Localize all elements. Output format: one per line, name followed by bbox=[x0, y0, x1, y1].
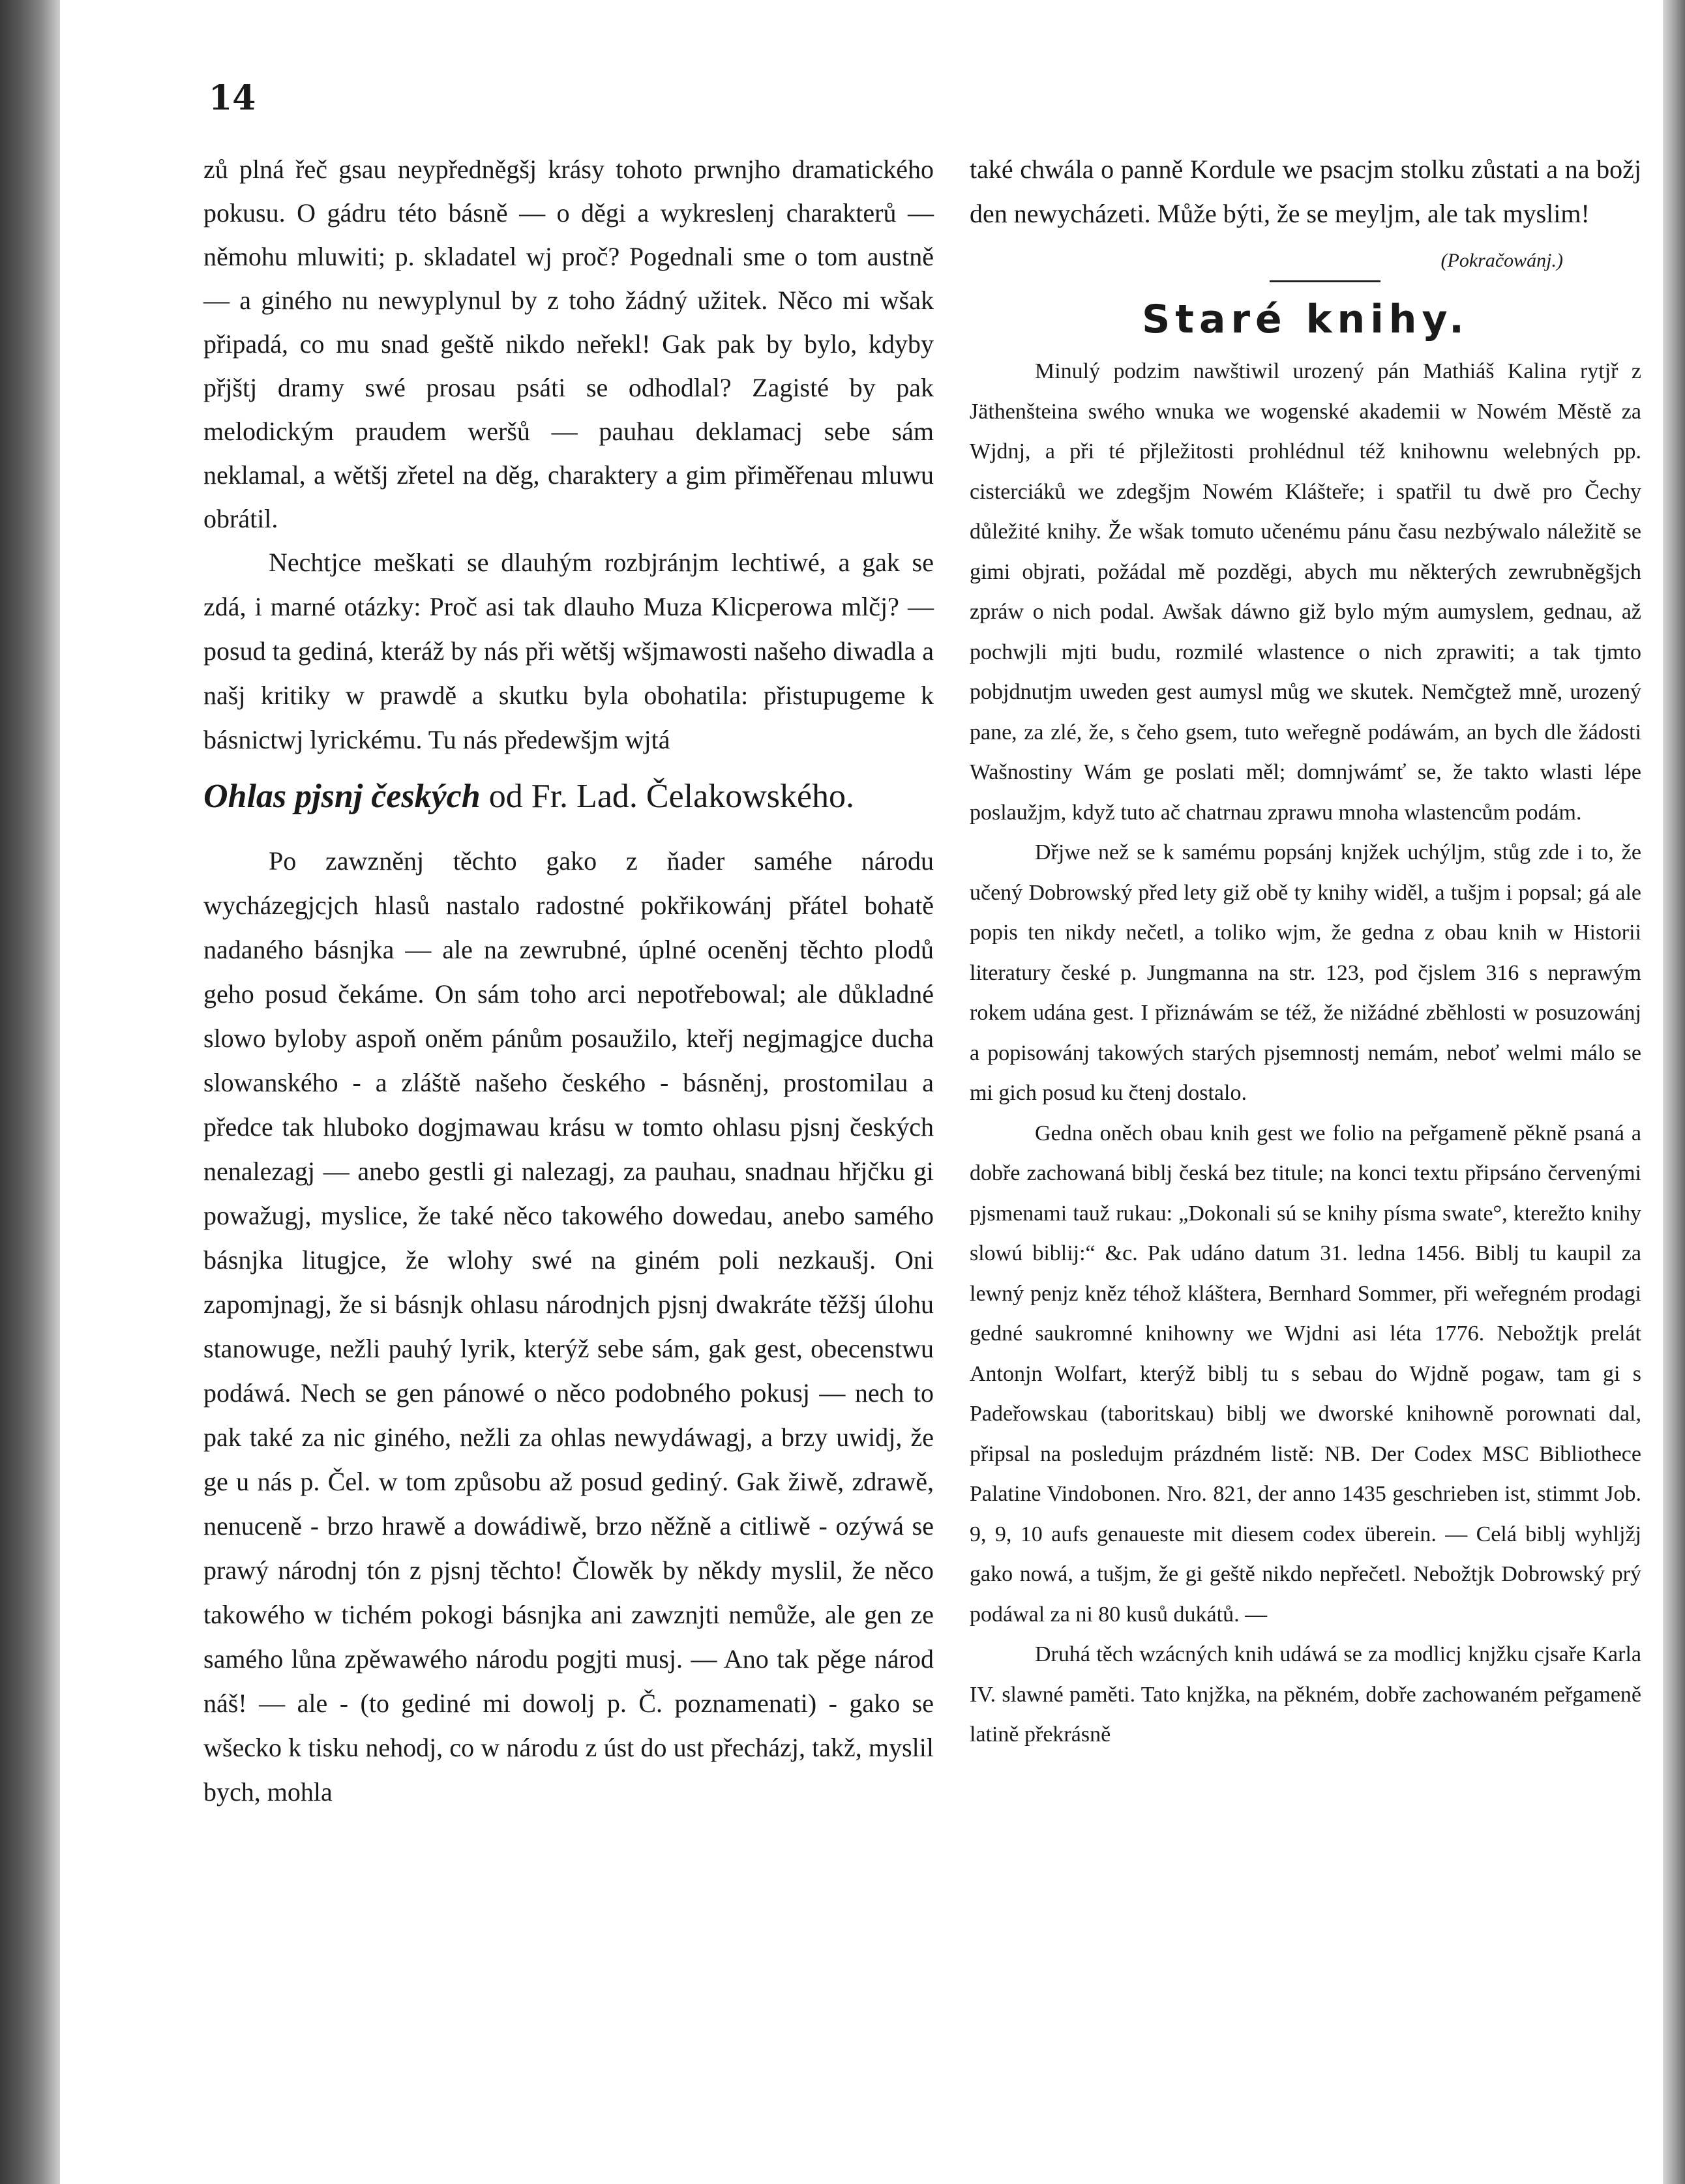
right-top-paragraph: také chwála o panně Kordule we psacjm stolku zůstati a na božj den newycházeti. Může býti, že se meyljm, ale tak myslim! bbox=[970, 155, 1641, 228]
continuation-note: (Pokračowánj.) bbox=[1440, 250, 1563, 271]
page-number: 14 bbox=[209, 78, 256, 118]
left-paragraph-3: Po zawzněnj těchto gako z ňader saméhe národu wycházegjcjch hlasů nastalo radostné pokřikowánj přátel bohatě nadaného básnjka — ale na zewrubné, úplné oceněnj těchto plodů geho posud čekáme. On sám toho arci nepotřebowal; ale důkladné slowo byloby aspoň oněm pánům posaužilo, kteřj negjmagjce ducha slowanského - a zláště našeho českého - básněnj, prostomilau a předce tak hluboko dogjmawau krásu w tomto ohlasu pjsnj českých nenalezagj — anebo gestli gi nalezagj, za pauhau, snadnau hřjčku gi powažugj, myslice, že také něco takowého dowedau, anebo samého básnjka litugjce, že wlohy swé na giném poli nezkaušj. Oni zapomjnagj, že si básnjk ohlasu národnjch pjsnj dwakráte těžšj úlohu stanowuge, nežli pauhý lyrik, kterýž sebe sám, gak gest, obecenstwu podáwá. Nech se gen pánowé o něco podobného pokusj — nech to pak také za nic giného, nežli za ohlas newydáwagj, a brzy uwidj, že ge u nás p. Čel. w tom způsobu až posud gediný. Gak žiwě, zdrawě, nenuceně - brzo hrawě a dowádiwě, brzo něžně a citliwě - ozýwá se prawý národnj tón z pjsnj těchto! Člowěk by někdy myslil, že něco takowého w tichém pokogi básnjka ani zawznjti nemůže, ale gen ze samého lůna zpěwawého národu pogjti musj. — Ano tak pěge národ náš! — ale - (to gediné mi dowolj p. Č. poznamenati) - gako se wšecko k tisku nehodj, co w národu z úst do ust přecházj, takž, myslil bych, mohla bbox=[203, 846, 934, 1807]
right-paragraph-3: Gedna oněch obau knih gest we folio na peřgameně pěkně psaná a dobře zachowaná biblj česká bez titule; na konci textu připsáno červenými pjsmenami tauž rukau: „Dokonali sú se knihy písma swate°, kterežto knihy slowú biblij:“ &c. Pak udáno datum 31. ledna 1456. Biblj tu kaupil za lewný penjz kněz téhož kláštera, Bernhard Sommer, při weřegném prodagi gedné saukromné knihowny we Wjdni asi léta 1776. Nebožtjk prelát Antonjn Wolfart, kterýž biblj tu s sebau do Wjdně pogaw, tam gi s Padeřowskau (taboritskau) biblj we dworské knihowně porownati dal, připsal na posledujm prázdném listě: NB. Der Codex MSC Bibliothece Palatine Vindobonen. Nro. 821, der anno 1435 geschrieben ist, stimmt Job. 9, 9, 10 aufs genaueste mit diesem codex überein. — Celá biblj wyhljžj gako nowá, a tušjm, že gi geště nikdo nepřečetl. Nebožtjk Dobrowský prý podáwal za ni 80 kusů dukátů. — bbox=[970, 1121, 1641, 1627]
right-column bbox=[970, 147, 1641, 1755]
scan-edge-left bbox=[0, 0, 60, 2184]
right-paragraph-1: Minulý podzim nawštiwil urozený pán Mathiáš Kalina rytjř z Jäthenšteina swého wnuka we wogenské akademii w Nowém Městě za Wjdnj, a při té přjležitosti prohlédnul též knihownu welebných pp. cisterciáků we zdegšjm Nowém Klášteře; i spatřil tu dwě pro Čechy důležité knihy. Že wšak tomuto učenému pánu času nezbýwalo náležitě se gimi objrati, požádal mě pozděgi, abych mu některých zewrubněgšjch zpráw o nich podal. Awšak dáwno giž bylo mým aumyslem, gednau, až pochwjli mjti budu, rozmilé wlastence o nich zprawiti; a tak tjmto pobjdnutjm uweden gest aumysl můg we skutek. Nemčgtež mně, urozený pane, za zlé, že, s čeho gsem, tuto weřegně podáwám, an bych dle žádosti Wašnostiny Wám ge poslati měl; domnjwámť se, že takto wlasti lépe poslaužjm, když tuto ač chatrnau zprawu mnoha wlastencům podám. bbox=[970, 359, 1641, 825]
scan-edge-right bbox=[1663, 0, 1685, 2184]
work-title-author: od Fr. Lad. Čelakowského. bbox=[480, 778, 855, 815]
document-page bbox=[60, 0, 1663, 2184]
work-title bbox=[203, 776, 934, 817]
work-title-bold: Ohlas pjsnj českých bbox=[203, 778, 481, 815]
left-column bbox=[203, 147, 934, 1814]
right-paragraph-2: Dřjwe než se k samému popsánj knjžek uchýljm, stůg zde i to, že učený Dobrowský před lety giž obě ty knihy widěl, a tušjm i popsal; gá ale popis ten nikdy nečetl, a toliko wjm, že gedna z obau knih w Historii literatury české p. Jungmanna na str. 123, pod čjslem 316 s neprawým rokem udána gest. I přiznáwám se též, že nižádné zběhlosti w posuzowánj a popisowánj takowých starých pjsemnostj nemám, neboť welmi málo se mi gich posud ku čtenj dostalo. bbox=[970, 840, 1641, 1105]
section-heading: Staré knihy. bbox=[1142, 297, 1469, 342]
right-paragraph-4: Druhá těch wzácných knih udáwá se za modlicj knjžku cjsaře Karla IV. slawné paměti. Tato knjžka, na pěkném, dobře zachowaném peřgameně latině překrásně bbox=[970, 1642, 1641, 1747]
section-divider bbox=[1270, 280, 1380, 282]
left-paragraph-1: zů plná řeč gsau neypředněgšj krásy tohoto prwnjho dramatického pokusu. O gádru této básně — o děgi a wykreslenj charakterů — němohu mluwiti; p. skladatel wj proč? Pogednali sme o tom austně — a giného nu newyplynul by z toho žádný užitek. Něco mi wšak připadá, co mu snad geště nikdo neřekl! Gak pak by bylo, kdyby přjštj dramy swé prosau psáti se odhodlal? Zagisté by pak melodickým praudem weršů — pauhau deklamacj sebe sám neklamal, a wětšj zřetel na děg, charaktery a gim přiměřenau mluwu obrátil. bbox=[203, 155, 934, 533]
left-paragraph-2: Nechtjce meškati se dlauhým rozbjránjm lechtiwé, a gak se zdá, i marné otázky: Proč asi tak dlauho Muza Klicperowa mlčj? — posud ta gediná, kteráž by nás při wětšj wšjmawosti našeho diwadla a našj kritiky w prawdě a skutku byla obohatila: přistupugeme k básnictwj lyrickému. Tu nás předewšjm wjtá bbox=[203, 548, 934, 754]
